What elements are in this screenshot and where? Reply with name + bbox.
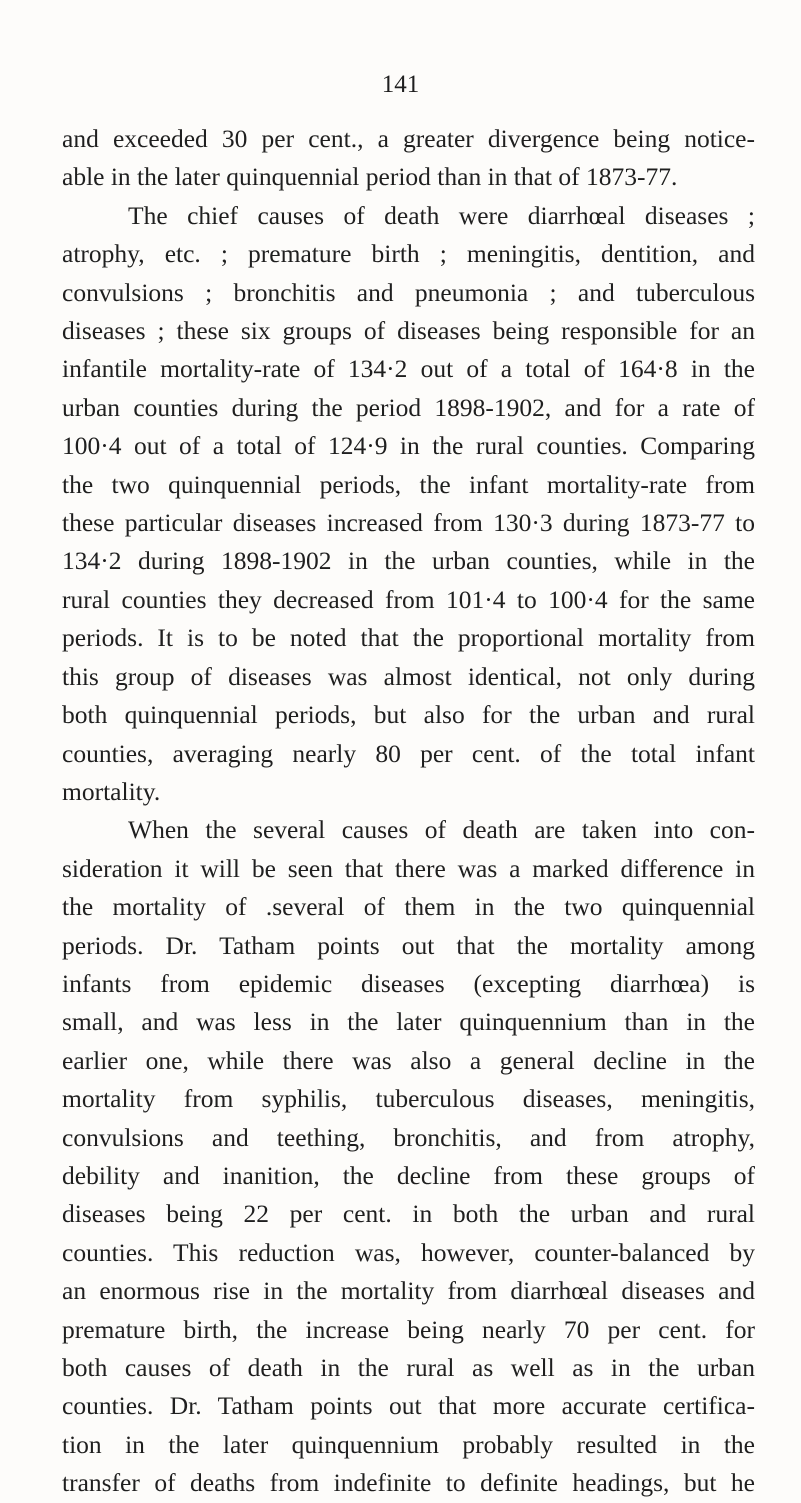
text-line: small, and was less in the later quinquennium than in the [62, 1007, 755, 1037]
text-line: rural counties they decreased from 101·4 to 100·4 for the same [62, 584, 755, 614]
page-number: 141 [381, 71, 420, 98]
text-line: the two quinquennial periods, the infant mortality-rate from [62, 469, 755, 499]
text-line: both quinquennial periods, but also for the urban and rural [62, 700, 755, 730]
paragraph-1 [62, 120, 755, 197]
text-line: sideration it will be seen that there was a marked difference in [62, 853, 755, 883]
text-line: urban counties during the period 1898-1902, and for a rate of [62, 392, 755, 422]
text-line: atrophy, etc. ; premature birth ; meningitis, dentition, and [62, 239, 755, 269]
text-line: this group of diseases was almost identical, not only during [62, 661, 755, 691]
text-line: these particular diseases increased from 130·3 during 1873-77 to [62, 508, 755, 538]
text-line: premature birth, the increase being nearly 70 per cent. for [62, 1314, 755, 1344]
text-line: The chief causes of death were diarrhœal diseases ; [128, 200, 755, 230]
text-line: When the several causes of death are taken into con- [128, 815, 755, 845]
body-text [62, 120, 755, 1503]
paragraph-2 [62, 197, 755, 812]
text-line: the mortality of .several of them in the two quinquennial [62, 892, 755, 922]
text-line: an enormous rise in the mortality from diarrhœal diseases and [62, 1276, 755, 1306]
text-line: counties. This reduction was, however, counter-balanced by [62, 1237, 755, 1267]
text-line: mortality. [62, 776, 161, 806]
text-line: counties. Dr. Tatham points out that more accurate certifica- [62, 1391, 755, 1421]
text-line: debility and inanition, the decline from these groups of [62, 1160, 755, 1190]
text-line: infants from epidemic diseases (excepting diarrhœa) is [62, 968, 755, 998]
text-line: 134·2 during 1898-1902 in the urban counties, while in the [62, 546, 755, 576]
text-line: periods. Dr. Tatham points out that the mortality among [62, 930, 755, 960]
text-line: mortality from syphilis, tuberculous diseases, meningitis, [62, 1084, 755, 1114]
text-line: earlier one, while there was also a general decline in the [62, 1045, 755, 1075]
text-line: 100·4 out of a total of 124·9 in the rural counties. Comparing [62, 431, 755, 461]
text-line: counties, averaging nearly 80 per cent. of the total infant [62, 738, 755, 768]
text-line: and exceeded 30 per cent., a greater divergence being notice- [62, 124, 755, 153]
text-line: tion in the later quinquennium probably resulted in the [62, 1429, 755, 1459]
text-line: convulsions ; bronchitis and pneumonia ; and tuberculous [62, 277, 755, 307]
text-line: convulsions and teething, bronchitis, and from atrophy, [62, 1122, 755, 1152]
text-line: diseases being 22 per cent. in both the urban and rural [62, 1199, 755, 1229]
text-line: transfer of deaths from indefinite to definite headings, but he [62, 1468, 755, 1498]
text-line: both causes of death in the rural as well as in the urban [62, 1353, 755, 1382]
text-line: periods. It is to be noted that the proportional mortality from [62, 623, 755, 653]
text-line: able in the later quinquennial period than in that of 1873-77. [62, 162, 678, 192]
text-line: diseases ; these six groups of diseases being responsible for an [62, 316, 755, 346]
text-line: infantile mortality-rate of 134·2 out of a total of 164·8 in the [62, 354, 755, 384]
paragraph-3 [62, 811, 755, 1502]
